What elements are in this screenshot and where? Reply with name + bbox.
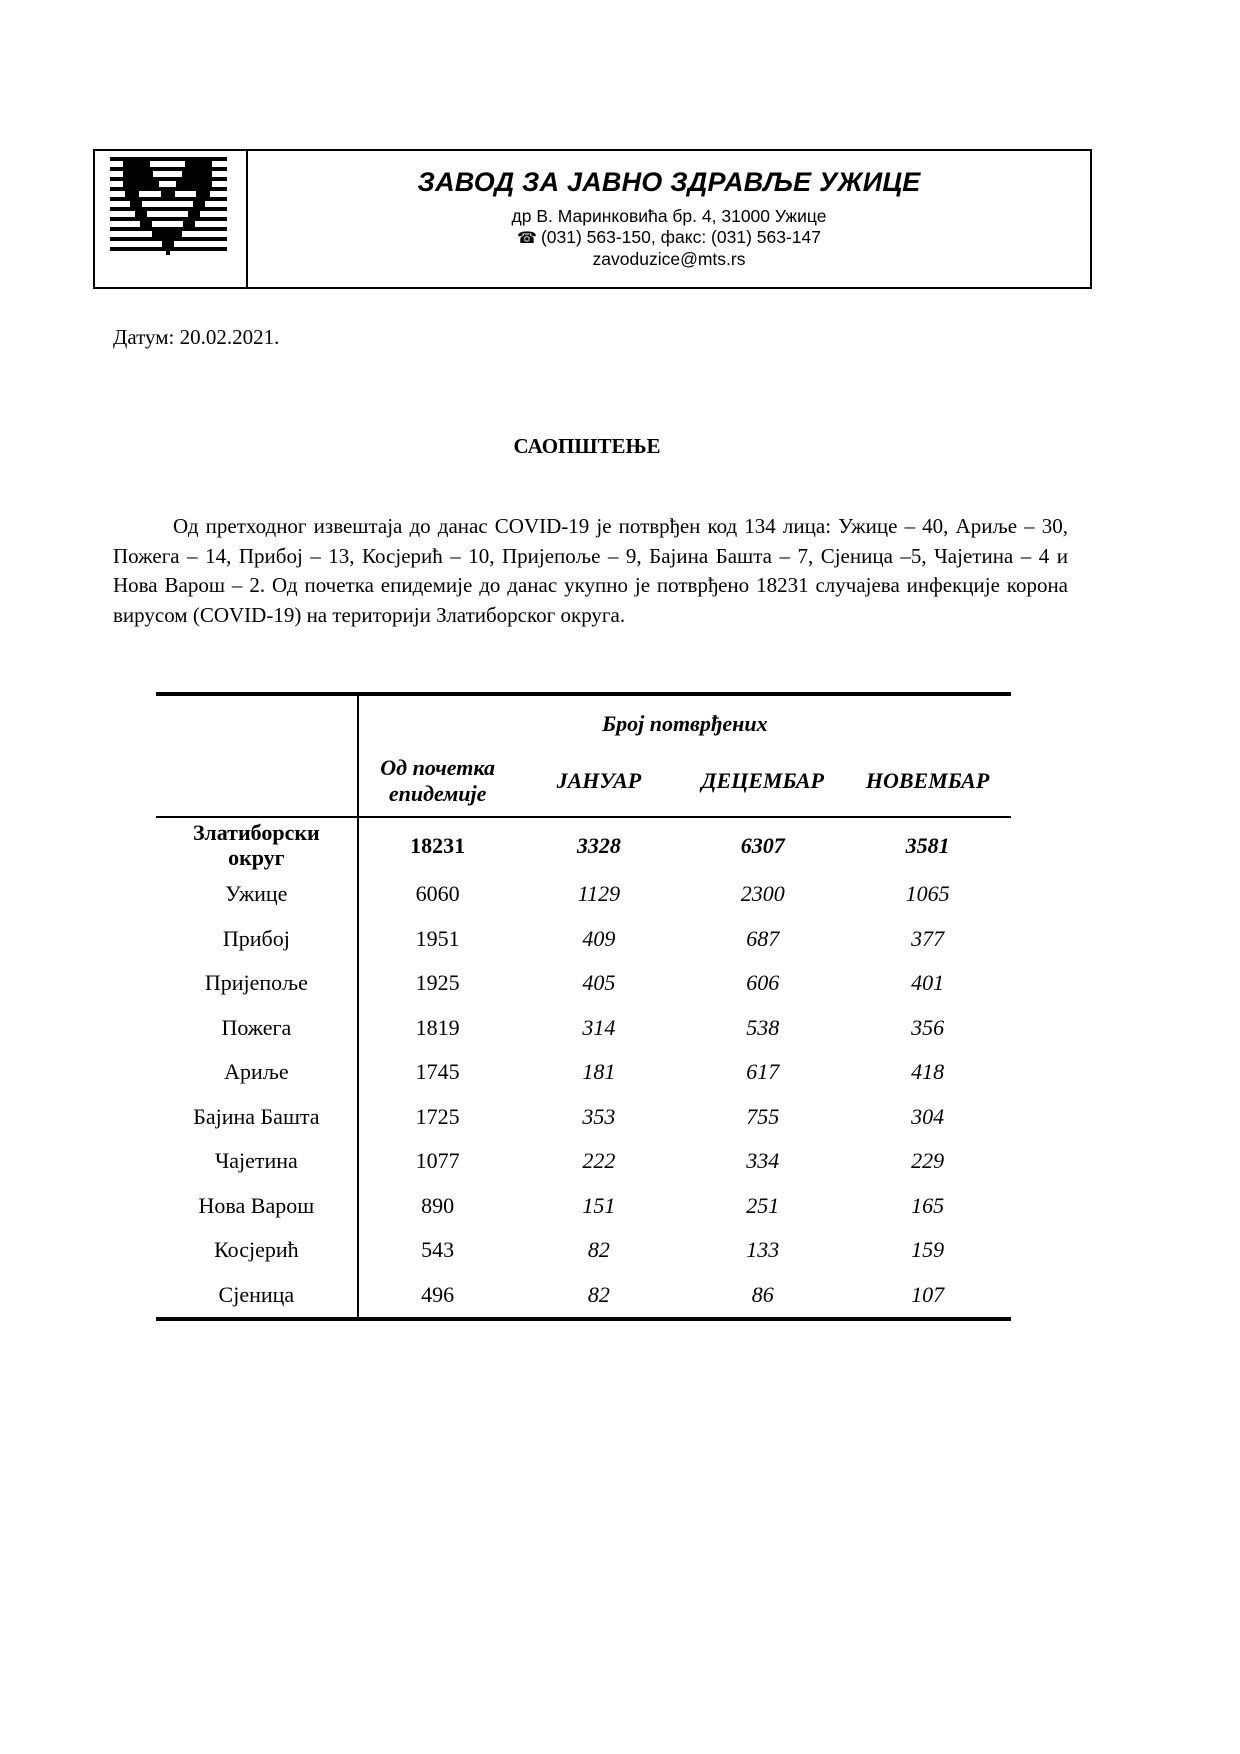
table-row (156, 1050, 1011, 1095)
value-december: 617 (746, 1059, 780, 1085)
organization-phone-line (248, 226, 1090, 250)
value-january: 353 (582, 1103, 616, 1129)
value-december: 538 (746, 1014, 780, 1040)
value-since-start: 1745 (415, 1059, 460, 1085)
region-name-line: округ (228, 845, 285, 870)
value-november: 165 (911, 1192, 945, 1218)
letterhead (93, 149, 1092, 289)
value-since-start: 1925 (415, 970, 460, 996)
value-since-start: 496 (358, 1273, 517, 1320)
value-december: 755 (746, 1103, 780, 1129)
table-row (156, 1095, 1011, 1140)
region-header-blank (156, 694, 358, 817)
value-december: 6307 (740, 832, 785, 858)
value-since-start: 1951 (415, 925, 460, 951)
value-december: 251 (746, 1192, 780, 1218)
document-date: Датум: 20.02.2021. (113, 325, 280, 349)
confirmed-cases-table (156, 692, 1011, 1321)
region-cell: Пријепоље (156, 961, 358, 1006)
institute-logo-icon (110, 157, 227, 255)
value-december: 86 (681, 1273, 844, 1320)
column-header-december: ДЕЦЕМБАР (681, 746, 844, 817)
value-since-start: 1077 (415, 1148, 460, 1174)
column-header-january: ЈАНУАР (517, 746, 682, 817)
value-december: 606 (746, 970, 780, 996)
region-cell: Бајина Башта (156, 1095, 358, 1140)
value-december: 334 (746, 1148, 780, 1174)
organization-name: ЗАВОД ЗА ЈАВНО ЗДРАВЉЕ УЖИЦЕ (417, 167, 921, 197)
region-cell: Сјеница (156, 1273, 358, 1320)
value-january: 1129 (577, 881, 621, 907)
group-header: Број потврђених (358, 694, 1011, 746)
organization-info (248, 151, 1090, 287)
column-header-line: Од почетка (380, 755, 495, 780)
value-january: 151 (582, 1192, 616, 1218)
value-december: 687 (746, 925, 780, 951)
table-row-total (156, 817, 1011, 872)
value-november: 107 (844, 1273, 1011, 1320)
value-january: 405 (582, 970, 616, 996)
column-header-november: НОВЕМБАР (844, 746, 1011, 817)
value-november: 159 (911, 1237, 945, 1263)
body-paragraph: Од претходног извештаја до данас COVID-19 је потврђен код 134 лица: Ужице – 40, Ариље – 30, Пожега – 14, Прибој – 13, Косјерић – 10, Пријепоље – 9, Бајина Башта – 7, Сјеница –5, Чајетина – 4 и Нова Варош – 2. Од почетка епидемије до данас укупно је потврђено 18231 случајева инфекције корона вирусом (COVID-19) на територији Златиборског округа. (113, 514, 1068, 627)
table-row (156, 1006, 1011, 1051)
logo-cell (95, 151, 248, 287)
organization-email: zavoduzice@mts.rs (592, 249, 746, 269)
region-cell (156, 817, 358, 872)
value-november: 401 (911, 970, 945, 996)
organization-phone: (031) 563-150, факс: (031) 563-147 (540, 227, 821, 247)
region-cell: Нова Варош (156, 1184, 358, 1229)
region-cell: Пожега (156, 1006, 358, 1051)
value-since-start: 6060 (415, 881, 460, 907)
value-november: 418 (911, 1059, 945, 1085)
table-row (156, 917, 1011, 962)
value-november: 356 (911, 1014, 945, 1040)
telephone-icon: ☎ (517, 230, 537, 247)
table-row (156, 1184, 1011, 1229)
value-since-start: 1819 (415, 1014, 460, 1040)
region-cell: Ариље (156, 1050, 358, 1095)
document-title: САОПШТЕЊЕ (513, 434, 661, 458)
value-december: 133 (746, 1237, 780, 1263)
value-november: 377 (911, 925, 945, 951)
value-january: 222 (582, 1148, 616, 1174)
region-cell: Косјерић (156, 1228, 358, 1273)
value-january: 82 (587, 1237, 610, 1263)
value-december: 2300 (740, 881, 785, 907)
region-name-line: Златиборски (193, 820, 320, 845)
organization-address: др В. Маринковића бр. 4, 31000 Ужице (511, 206, 827, 226)
table-row (156, 1139, 1011, 1184)
value-november: 229 (911, 1148, 945, 1174)
region-cell: Чајетина (156, 1139, 358, 1184)
column-header-line: епидемије (388, 781, 487, 806)
value-since-start: 18231 (410, 832, 466, 858)
table-row (156, 961, 1011, 1006)
value-november: 1065 (905, 881, 950, 907)
value-january: 314 (582, 1014, 616, 1040)
column-header-since-start (358, 746, 517, 817)
value-since-start: 543 (421, 1237, 455, 1263)
value-november: 304 (911, 1103, 945, 1129)
table-group-header-row (156, 694, 1011, 746)
value-january: 409 (582, 925, 616, 951)
value-january: 181 (582, 1059, 616, 1085)
table-row (156, 872, 1011, 917)
value-since-start: 890 (421, 1192, 455, 1218)
table-row (156, 1228, 1011, 1273)
value-since-start: 1725 (415, 1103, 460, 1129)
value-january: 82 (517, 1273, 682, 1320)
table-row (156, 1273, 1011, 1320)
region-cell: Ужице (156, 872, 358, 917)
value-january: 3328 (576, 832, 621, 858)
region-cell: Прибој (156, 917, 358, 962)
value-november: 3581 (905, 832, 950, 858)
